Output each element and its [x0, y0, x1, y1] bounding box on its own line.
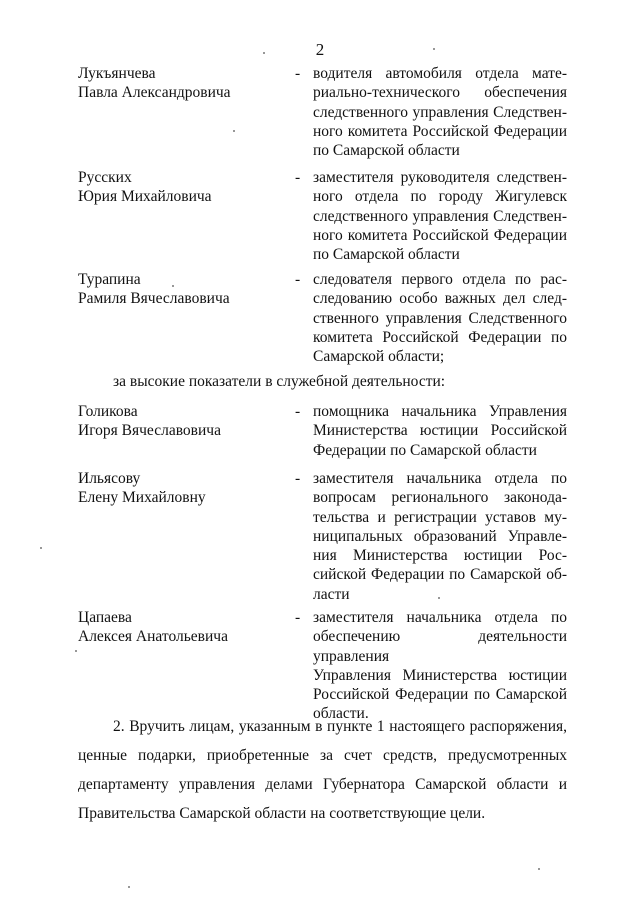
paragraph-line: ценные подарки, приобретенные за счет средств, предусмотренных [78, 747, 567, 764]
desc-line: ного отдела по городу Жигулевск [313, 188, 567, 206]
desc-line: по Самарской области [313, 142, 460, 160]
surname: Лукъянчева [78, 65, 156, 82]
person-name [78, 64, 278, 102]
person-name [78, 608, 278, 646]
desc-line: водителя автомобиля отдела мате- [313, 65, 567, 82]
surname: Ильясову [78, 470, 141, 487]
desc-line: по Самарской области [313, 246, 460, 264]
desc-line: Управления Министерства юстиции [313, 666, 567, 684]
desc-line: ласти [313, 585, 350, 603]
paragraph-line: департаменту управления делами Губернатора Самарской области и [78, 776, 567, 793]
desc-line: Самарской области; [313, 348, 445, 366]
scan-speck [438, 597, 440, 599]
scan-speck [538, 868, 540, 870]
desc-line: вопросам регионального законода- [313, 489, 567, 507]
desc-line: сийской Федерации по Самарской об- [313, 566, 567, 584]
dash: - [295, 271, 301, 288]
desc-line: Министерства юстиции Российской [313, 422, 567, 440]
position-description [313, 608, 567, 724]
surname: Голикова [78, 403, 138, 420]
given-names: Рамиля Вячеславовича [78, 290, 230, 307]
scan-speck [40, 547, 42, 549]
dash: - [295, 609, 301, 626]
person-name [78, 168, 278, 206]
desc-line: ния Министерства юстиции Рос- [313, 547, 567, 565]
desc-line: ного комитета Российской Федерации [313, 122, 567, 140]
scan-speck [233, 130, 235, 132]
position-description [313, 402, 567, 460]
dash: - [295, 403, 301, 420]
desc-line: тельства и регистрации уставов му- [313, 508, 567, 526]
desc-line: комитета Российской Федерации по [313, 328, 567, 346]
desc-line: области. [313, 705, 369, 723]
desc-line: Российской Федерации по Самарской [313, 686, 567, 704]
paragraph-item-2 [78, 712, 567, 828]
person-name [78, 469, 278, 507]
desc-line: обеспечению деятельности управления [313, 628, 567, 665]
paragraph-line: 2. Вручить лицам, указанным в пункте 1 настоящего распоряжения, [113, 718, 567, 735]
desc-line: следованию особо важных дел след- [313, 290, 567, 308]
surname: Турапина [78, 271, 141, 288]
desc-line: следственного управления Следствен- [313, 103, 567, 121]
scan-speck [172, 285, 174, 287]
person-name [78, 270, 278, 308]
scan-speck [75, 650, 77, 652]
position-description [313, 270, 567, 366]
given-names: Игоря Вячеславовича [78, 422, 221, 439]
scan-speck [263, 52, 265, 54]
desc-line: заместителя руководителя следствен- [313, 169, 567, 186]
scan-speck [433, 48, 435, 50]
given-names: Алексея Анатольевича [78, 628, 228, 645]
desc-line: заместителя начальника отдела по [313, 470, 567, 487]
desc-line: ного комитета Российской Федерации [313, 226, 567, 244]
position-description [313, 469, 567, 604]
surname: Цапаева [78, 609, 132, 626]
given-names: Павла Александровича [78, 84, 231, 101]
desc-line: заместителя начальника отдела по [313, 609, 567, 626]
scan-speck [128, 886, 130, 888]
desc-line: ственного управления Следственного [313, 309, 567, 327]
person-name [78, 402, 278, 440]
desc-line: следственного управления Следствен- [313, 207, 567, 225]
dash: - [295, 169, 301, 186]
dash: - [295, 470, 301, 487]
surname: Русских [78, 169, 132, 186]
desc-line: ниципальных образований Управле- [313, 527, 567, 545]
position-description [313, 64, 567, 160]
desc-line: помощника начальника Управления [313, 403, 567, 420]
desc-line: Федерации по Самарской области [313, 441, 537, 459]
page-number: 2 [315, 40, 325, 59]
given-names: Елену Михайловну [78, 489, 206, 506]
desc-line: риально-технического обеспечения [313, 84, 567, 102]
position-description [313, 168, 567, 264]
paragraph-line: Правительства Самарской области на соответствующие цели. [78, 805, 486, 822]
dash: - [295, 65, 301, 82]
given-names: Юрия Михайловича [78, 188, 212, 205]
desc-line: следователя первого отдела по рас- [313, 271, 567, 288]
section-intro: за высокие показатели в служебной деятельности: [113, 373, 446, 390]
